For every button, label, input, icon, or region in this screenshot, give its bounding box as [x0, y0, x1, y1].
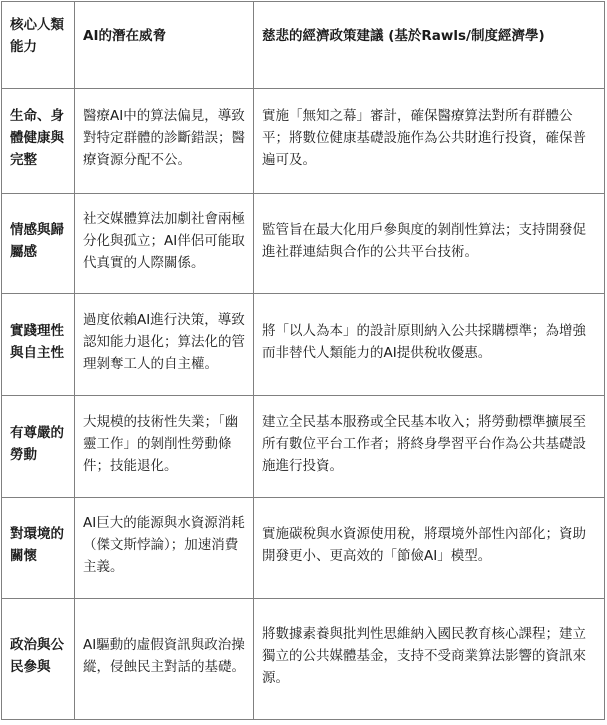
policy-text: 將數據素養與批判性思維納入國民教育核心課程；建立獨立的公共媒體基金，支持不受商業算法影響的資訊來源。 [262, 626, 586, 686]
capability-cell [2, 194, 75, 294]
table-row [2, 294, 605, 396]
threat-cell [75, 89, 254, 194]
capability-cell [2, 599, 75, 720]
policy-text: 實施「無知之幕」審計，確保醫療算法對所有群體公平；將數位健康基礎設施作為公共財進行投資，確保普遍可及。 [262, 108, 586, 168]
threat-cell [75, 194, 254, 294]
capability-text: 情感與歸屬感 [10, 221, 64, 260]
threat-text: 大規模的技術性失業；「幽靈工作」的剝削性勞動條件；技能退化。 [83, 413, 239, 474]
policy-cell [254, 396, 605, 498]
header-policy-label: 慈悲的經濟政策建議 (基於Rawls/制度經濟學) [262, 28, 545, 44]
capability-policy-table [1, 1, 605, 720]
threat-cell [75, 599, 254, 720]
policy-cell [254, 294, 605, 396]
capability-text: 對環境的關懷 [10, 526, 64, 564]
threat-text: AI巨大的能源與水資源消耗（傑文斯悖論）；加速消費主義。 [83, 515, 245, 575]
threat-cell [75, 396, 254, 498]
policy-cell [254, 194, 605, 294]
policy-cell [254, 89, 605, 194]
capability-text: 有尊嚴的勞動 [10, 424, 64, 463]
capability-cell [2, 294, 75, 396]
table-row [2, 498, 605, 599]
capability-cell [2, 396, 75, 498]
capability-text: 政治與公民參與 [10, 637, 64, 675]
capability-text: 實踐理性與自主性 [10, 322, 64, 361]
table-row [2, 194, 605, 294]
policy-text: 實施碳稅與水資源使用稅，將環境外部性內部化；資助開發更小、更高效的「節儉AI」模型。 [262, 526, 586, 564]
table-header-row [2, 2, 605, 89]
policy-cell [254, 498, 605, 599]
threat-cell [75, 294, 254, 396]
header-capability [2, 2, 75, 89]
policy-cell [254, 599, 605, 720]
table-row [2, 89, 605, 194]
header-policy [254, 2, 605, 89]
header-capability-label: 核心人類能力 [10, 17, 64, 55]
threat-text: 社交媒體算法加劇社會兩極分化與孤立；AI伴侶可能取代真實的人際關係。 [83, 210, 245, 271]
policy-text: 建立全民基本服務或全民基本收入；將勞動標準擴展至所有數位平台工作者；將終身學習平台作為公共基礎設施進行投資。 [262, 413, 586, 474]
threat-text: 醫療AI中的算法偏見，導致對特定群體的診斷錯誤；醫療資源分配不公。 [83, 108, 245, 168]
threat-text: 過度依賴AI進行決策，導致認知能力退化；算法化的管理剝奪工人的自主權。 [83, 311, 245, 372]
policy-text: 將「以人為本」的設計原則納入公共採購標準；為增強而非替代人類能力的AI提供稅收優惠。 [262, 322, 586, 361]
threat-text: AI驅動的虛假資訊與政治操縱，侵蝕民主對話的基礎。 [83, 637, 245, 675]
policy-text: 監管旨在最大化用戶參與度的剝削性算法；支持開發促進社群連結與合作的公共平台技術。 [262, 221, 586, 260]
header-threat-label: AI的潛在威脅 [83, 28, 166, 44]
header-threat [75, 2, 254, 89]
threat-cell [75, 498, 254, 599]
table-row [2, 599, 605, 720]
capability-text: 生命、身體健康與完整 [10, 108, 64, 168]
capability-cell [2, 89, 75, 194]
capability-cell [2, 498, 75, 599]
table-row [2, 396, 605, 498]
